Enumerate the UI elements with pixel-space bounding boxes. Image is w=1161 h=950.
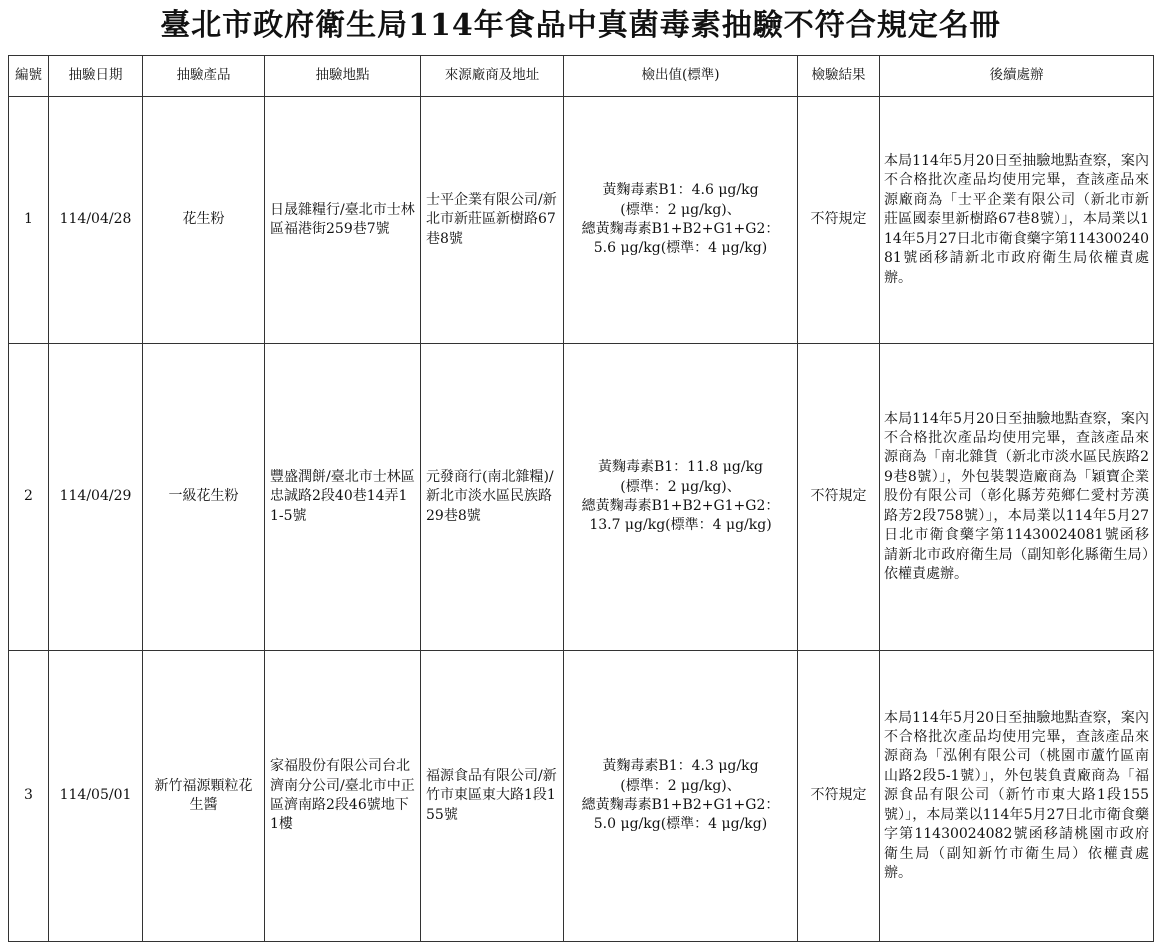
cell-followup: 本局114年5月20日至抽驗地點查察，案內不合格批次產品均使用完畢，查該產品來源商為「泓俐有限公司（桃園市蘆竹區南山路2段5-1號）」，外包裝負責廠商為「福源食品有限公司（新竹市東大路1段155號）」，本局業以114年5月27日北市衛食藥字第11430024082號函移請桃園市政府衛生局（副知新竹市衛生局）依權責處辦。: [880, 651, 1154, 942]
cell-value: 黃麴毒素B1：4.3 μg/kg (標準：2 μg/kg)、 總黃麴毒素B1+B2+G1+G2： 5.0 μg/kg(標準：4 μg/kg): [564, 651, 798, 942]
table-header-row: [9, 56, 1154, 97]
header-location: 抽驗地點: [265, 56, 421, 97]
cell-no: 3: [9, 651, 49, 942]
cell-date: 114/05/01: [49, 651, 143, 942]
cell-location: 豐盛潤餅/臺北市士林區忠誠路2段40巷14弄11-5號: [265, 344, 421, 651]
cell-result: 不符規定: [798, 97, 880, 344]
cell-location: 日晟雜糧行/臺北市士林區福港街259巷7號: [265, 97, 421, 344]
cell-result: 不符規定: [798, 651, 880, 942]
table-row: [9, 97, 1154, 344]
cell-value: 黃麴毒素B1：11.8 μg/kg (標準：2 μg/kg)、 總黃麴毒素B1+B2+G1+G2： 13.7 μg/kg(標準：4 μg/kg): [564, 344, 798, 651]
header-product: 抽驗產品: [143, 56, 265, 97]
cell-result: 不符規定: [798, 344, 880, 651]
cell-date: 114/04/28: [49, 97, 143, 344]
cell-product: 新竹福源顆粒花生醬: [143, 651, 265, 942]
table-row: [9, 651, 1154, 942]
header-date: 抽驗日期: [49, 56, 143, 97]
cell-source: 元發商行(南北雜糧)/新北市淡水區民族路29巷8號: [421, 344, 564, 651]
cell-followup: 本局114年5月20日至抽驗地點查察，案內不合格批次產品均使用完畢，查該產品來源廠商為「士平企業有限公司（新北市新莊區國泰里新樹路67巷8號）」，本局業以114年5月27日北市衛食藥字第11430024081號函移請新北市政府衛生局依權責處辦。: [880, 97, 1154, 344]
header-followup: 後續處辦: [880, 56, 1154, 97]
cell-date: 114/04/29: [49, 344, 143, 651]
document-title: 臺北市政府衛生局114年食品中真菌毒素抽驗不符合規定名冊: [160, 8, 1001, 43]
table-row: [9, 344, 1154, 651]
cell-product: 一級花生粉: [143, 344, 265, 651]
cell-location: 家福股份有限公司台北濟南分公司/臺北市中正區濟南路2段46號地下1樓: [265, 651, 421, 942]
cell-value: 黃麴毒素B1：4.6 μg/kg (標準：2 μg/kg)、 總黃麴毒素B1+B2+G1+G2： 5.6 μg/kg(標準：4 μg/kg): [564, 97, 798, 344]
cell-product: 花生粉: [143, 97, 265, 344]
header-no: 編號: [9, 56, 49, 97]
header-value: 檢出值(標準): [564, 56, 798, 97]
noncompliance-table: [8, 55, 1154, 942]
header-source: 來源廠商及地址: [421, 56, 564, 97]
cell-source: 士平企業有限公司/新北市新莊區新樹路67巷8號: [421, 97, 564, 344]
cell-followup: 本局114年5月20日至抽驗地點查察，案內不合格批次產品均使用完畢，查該產品來源商為「南北雜貨（新北市淡水區民族路29巷8號）」，外包裝製造廠商為「穎寶企業股份有限公司（彰化縣芳苑鄉仁愛村芳漢路芳2段758號）」，本局業以114年5月27日北市衛食藥字第11430024081號函移請新北市政府衛生局（副知彰化縣衛生局）依權責處辦。: [880, 344, 1154, 651]
cell-no: 1: [9, 97, 49, 344]
cell-source: 福源食品有限公司/新竹市東區東大路1段155號: [421, 651, 564, 942]
header-result: 檢驗結果: [798, 56, 880, 97]
cell-no: 2: [9, 344, 49, 651]
